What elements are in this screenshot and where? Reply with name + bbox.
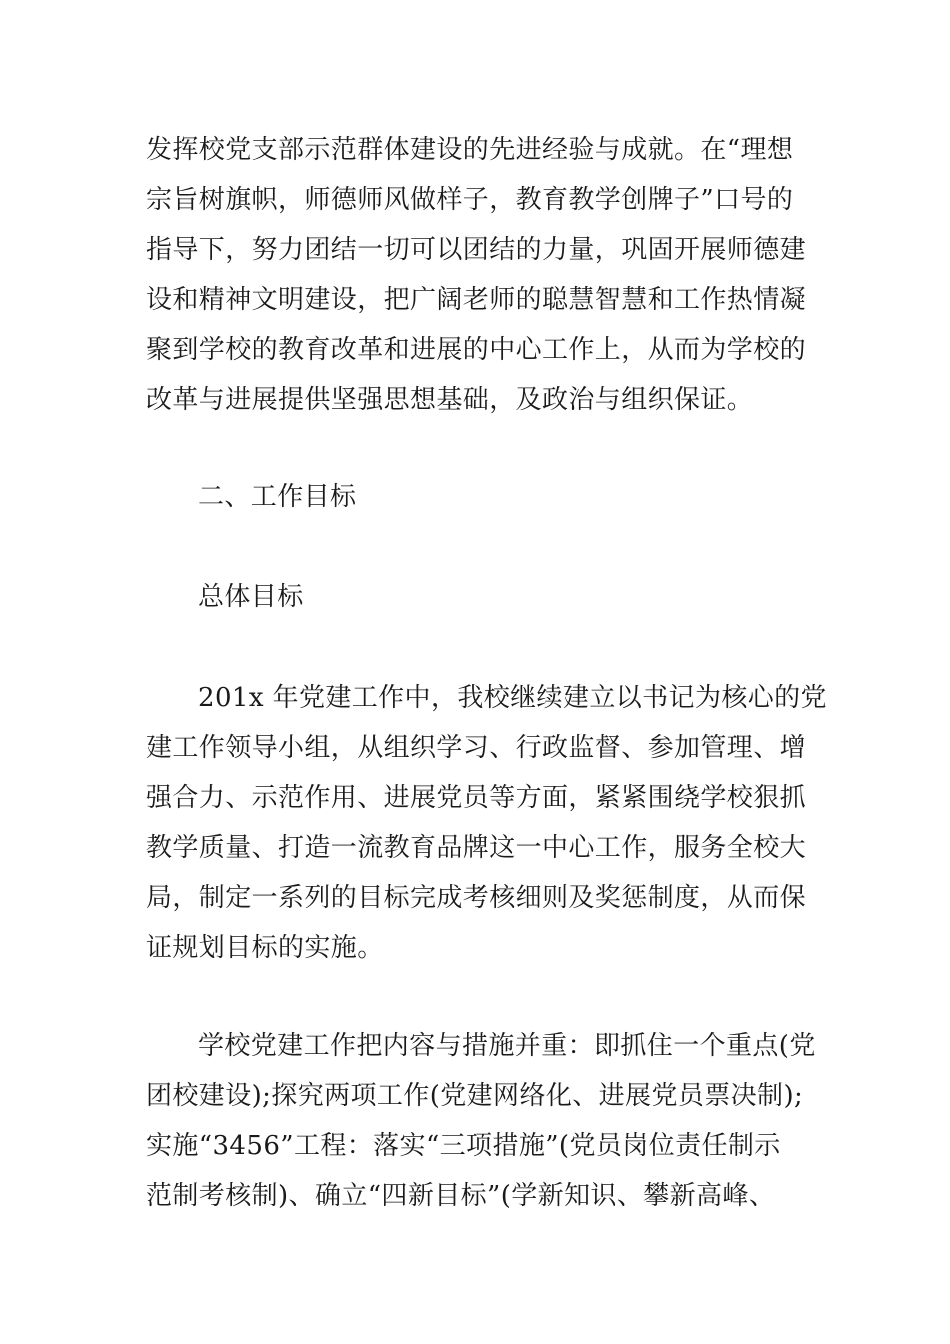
para1-line-4: 设和精神文明建设，把广阔老师的聪慧智慧和工作热情凝 <box>146 285 807 315</box>
para2-line-4: 教学质量、打造一流教育品牌这一中心工作，服务全校大 <box>146 833 807 863</box>
para1-line-2: 宗旨树旗帜，师德师风做样子，教育教学创牌子”口号的 <box>146 185 794 215</box>
para3-line-1: 学校党建工作把内容与措施并重：即抓住一个重点(党 <box>198 1031 816 1061</box>
para1-line-3: 指导下，努力团结一切可以团结的力量，巩固开展师德建 <box>146 235 807 265</box>
para3-line-3: 实施“3456”工程：落实“三项措施”(党员岗位责任制示 <box>146 1131 781 1161</box>
para2-line-5: 局，制定一系列的目标完成考核细则及奖惩制度，从而保 <box>146 883 807 913</box>
para3-line-2: 团校建设);探究两项工作(党建网络化、进展党员票决制); <box>146 1081 804 1111</box>
subsection-heading-overall-goals: 总体目标 <box>198 582 304 612</box>
para3-line-4: 范制考核制)、确立“四新目标”(学新知识、攀新高峰、 <box>146 1181 776 1211</box>
para2-line-6: 证规划目标的实施。 <box>146 933 384 963</box>
para2-line-1: 201x 年党建工作中，我校继续建立以书记为核心的党 <box>198 683 827 713</box>
para2-line-2: 建工作领导小组，从组织学习、行政监督、参加管理、增 <box>146 733 807 763</box>
para1-line-5: 聚到学校的教育改革和进展的中心工作上，从而为学校的 <box>146 335 807 365</box>
para1-line-6: 改革与进展提供坚强思想基础，及政治与组织保证。 <box>146 385 754 415</box>
para2-line-3: 强合力、示范作用、进展党员等方面，紧紧围绕学校狠抓 <box>146 783 807 813</box>
para1-line-1: 发挥校党支部示范群体建设的先进经验与成就。在“理想 <box>146 135 794 165</box>
section-heading-work-goals: 二、工作目标 <box>198 482 357 512</box>
